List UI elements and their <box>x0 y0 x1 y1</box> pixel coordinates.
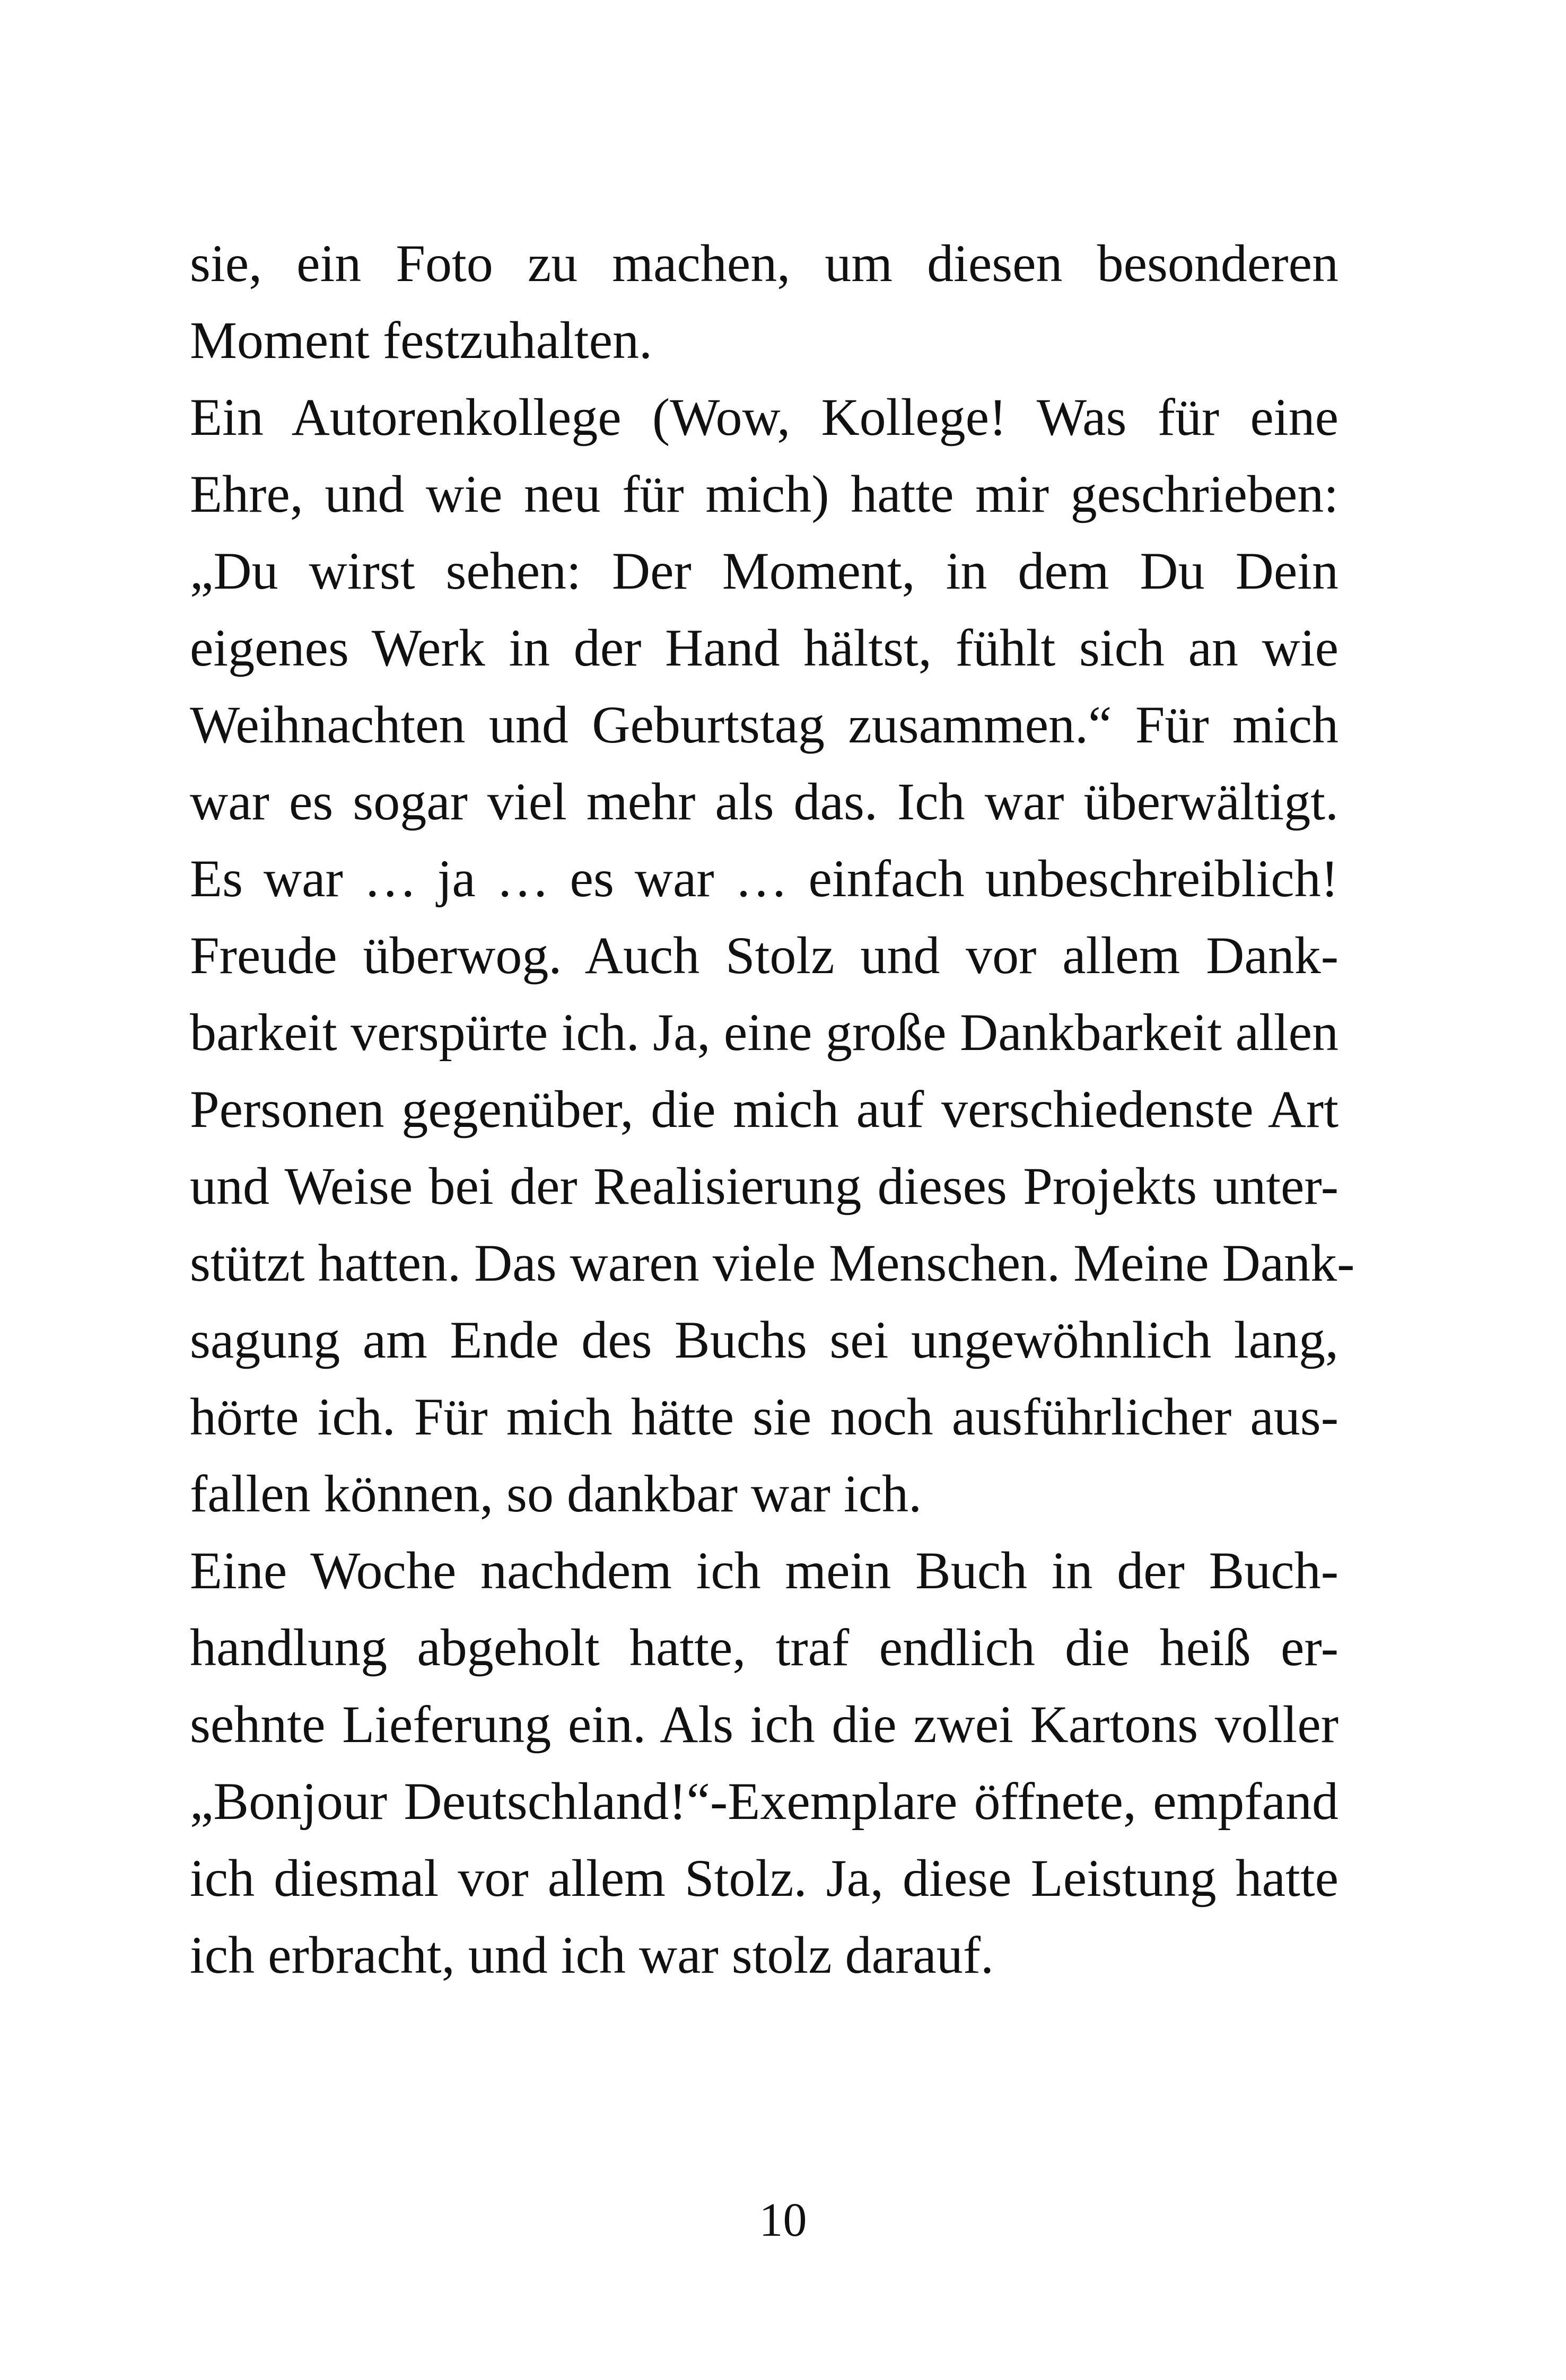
text-line: fallen können, so dankbar war ich. <box>190 1464 922 1523</box>
text-line: und Weise bei der Realisierung dieses Projekts unter- <box>190 1157 1338 1215</box>
text-line: Freude überwog. Auch Stolz und vor allem Dank- <box>190 926 1338 985</box>
text-line: ich diesmal vor allem Stolz. Ja, diese Leistung hatte <box>190 1849 1338 1908</box>
body-text <box>190 225 1355 1993</box>
text-line: stützt hatten. Das waren viele Menschen. Meine Dank- <box>190 1233 1355 1292</box>
text-line: sie, ein Foto zu machen, um diesen besonderen <box>190 234 1338 293</box>
text-line: Ein Autorenkollege (Wow, Kollege! Was für eine <box>190 388 1338 447</box>
text-line: sagung am Ende des Buchs sei ungewöhnlich lang, <box>190 1310 1338 1369</box>
text-line: Weihnachten und Geburtstag zusammen.“ Für mich <box>190 695 1338 754</box>
text-line: barkeit verspürte ich. Ja, eine große Dankbarkeit allen <box>190 1003 1338 1062</box>
page-number: 10 <box>759 2194 807 2246</box>
text-line: „Du wirst sehen: Der Moment, in dem Du Dein <box>190 541 1338 600</box>
text-line: war es sogar viel mehr als das. Ich war überwältigt. <box>190 772 1338 831</box>
text-line: Es war … ja … es war … einfach unbeschreiblich! <box>190 849 1338 908</box>
text-line: hörte ich. Für mich hätte sie noch ausführlicher aus- <box>190 1387 1338 1446</box>
text-line: Ehre, und wie neu für mich) hatte mir geschrieben: <box>190 465 1338 523</box>
text-line: ich erbracht, und ich war stolz darauf. <box>190 1926 994 1984</box>
text-line: handlung abgeholt hatte, traf endlich die heiß er- <box>190 1618 1338 1677</box>
text-line: „Bonjour Deutschland!“-Exemplare öffnete, empfand <box>190 1772 1338 1831</box>
text-line: Eine Woche nachdem ich mein Buch in der Buch- <box>190 1541 1338 1600</box>
text-line: eigenes Werk in der Hand hältst, fühlt sich an wie <box>190 618 1338 677</box>
text-line: Moment festzuhalten. <box>190 311 652 370</box>
text-line: Personen gegenüber, die mich auf verschiedenste Art <box>190 1080 1338 1139</box>
text-line: sehnte Lieferung ein. Als ich die zwei Kartons voller <box>190 1695 1338 1754</box>
